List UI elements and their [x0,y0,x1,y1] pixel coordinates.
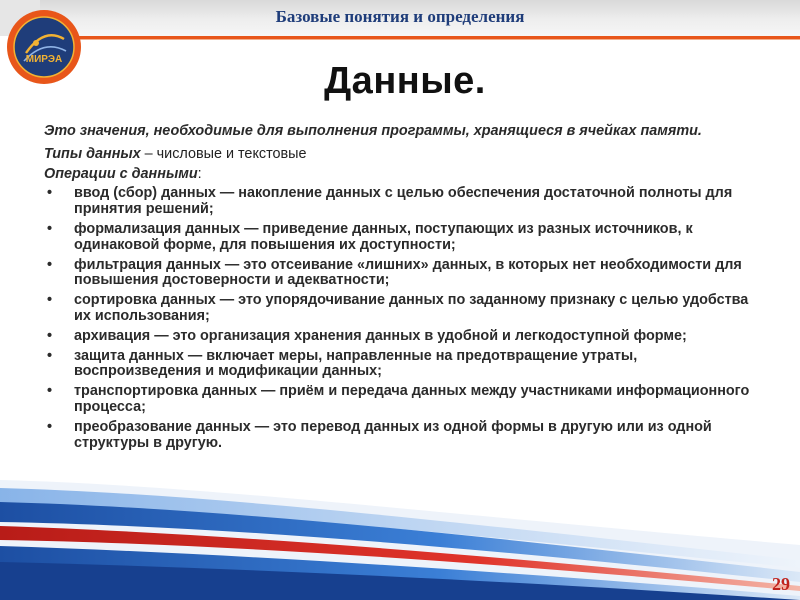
bullet-icon: • [47,292,53,309]
list-item: • архивация — это организация хранения данных в удобной и легкодоступной форме; [47,327,687,344]
definition-text: Это значения, необходимые для выполнения программы, хранящиеся в ячейках памяти. [44,123,702,139]
operations-line [44,167,750,183]
page-number: 29 [772,574,790,594]
bullet-icon: • [47,383,53,400]
data-types-text: – числовые и текстовые [140,145,307,162]
list-item: • фильтрация данных — это отсеивание «лишних» данных, в которых нет необходимости для повышения достоверности и адекватности; [47,256,742,289]
bullet-icon: • [47,347,53,364]
header-underline-light [70,39,800,40]
data-types-label: Типы данных [44,145,141,162]
bullet-icon: • [47,256,53,273]
bullet-icon: • [47,418,53,435]
logo-text: МИРЭА [25,54,63,65]
bullet-icon: • [47,185,53,202]
operations-colon: : [197,165,202,182]
slide-content [44,124,750,455]
list-item: • ввод (сбор) данных — накопление данных с целью обеспечения достаточной полноты для принятия решений; [47,185,733,218]
decorative-waves [0,450,800,600]
list-item: • формализация данных — приведение данных, поступающих из разных источников, к одинаковой форме, для повышения их доступности; [47,220,693,253]
slide-title: Данные. [324,60,486,102]
operations-list [44,186,750,451]
list-item: • сортировка данных — это упорядочивание данных по заданному признаку с целью удобства их использования; [47,292,749,324]
list-item: • транспортировка данных — приём и передача данных между участниками информационного процесса; [47,383,750,415]
operations-label: Операции с данными [44,165,198,182]
list-item: • преобразование данных — это перевод данных из одной формы в другую или из одной структуры в другую. [47,418,712,451]
bullet-icon: • [47,220,53,237]
data-types-line [44,147,750,163]
list-item: • защита данных — включает меры, направленные на предотвращение утраты, воспроизведения и модификации данных; [47,347,638,380]
bullet-icon: • [47,327,53,344]
header-title: Базовые понятия и определения [275,7,525,26]
